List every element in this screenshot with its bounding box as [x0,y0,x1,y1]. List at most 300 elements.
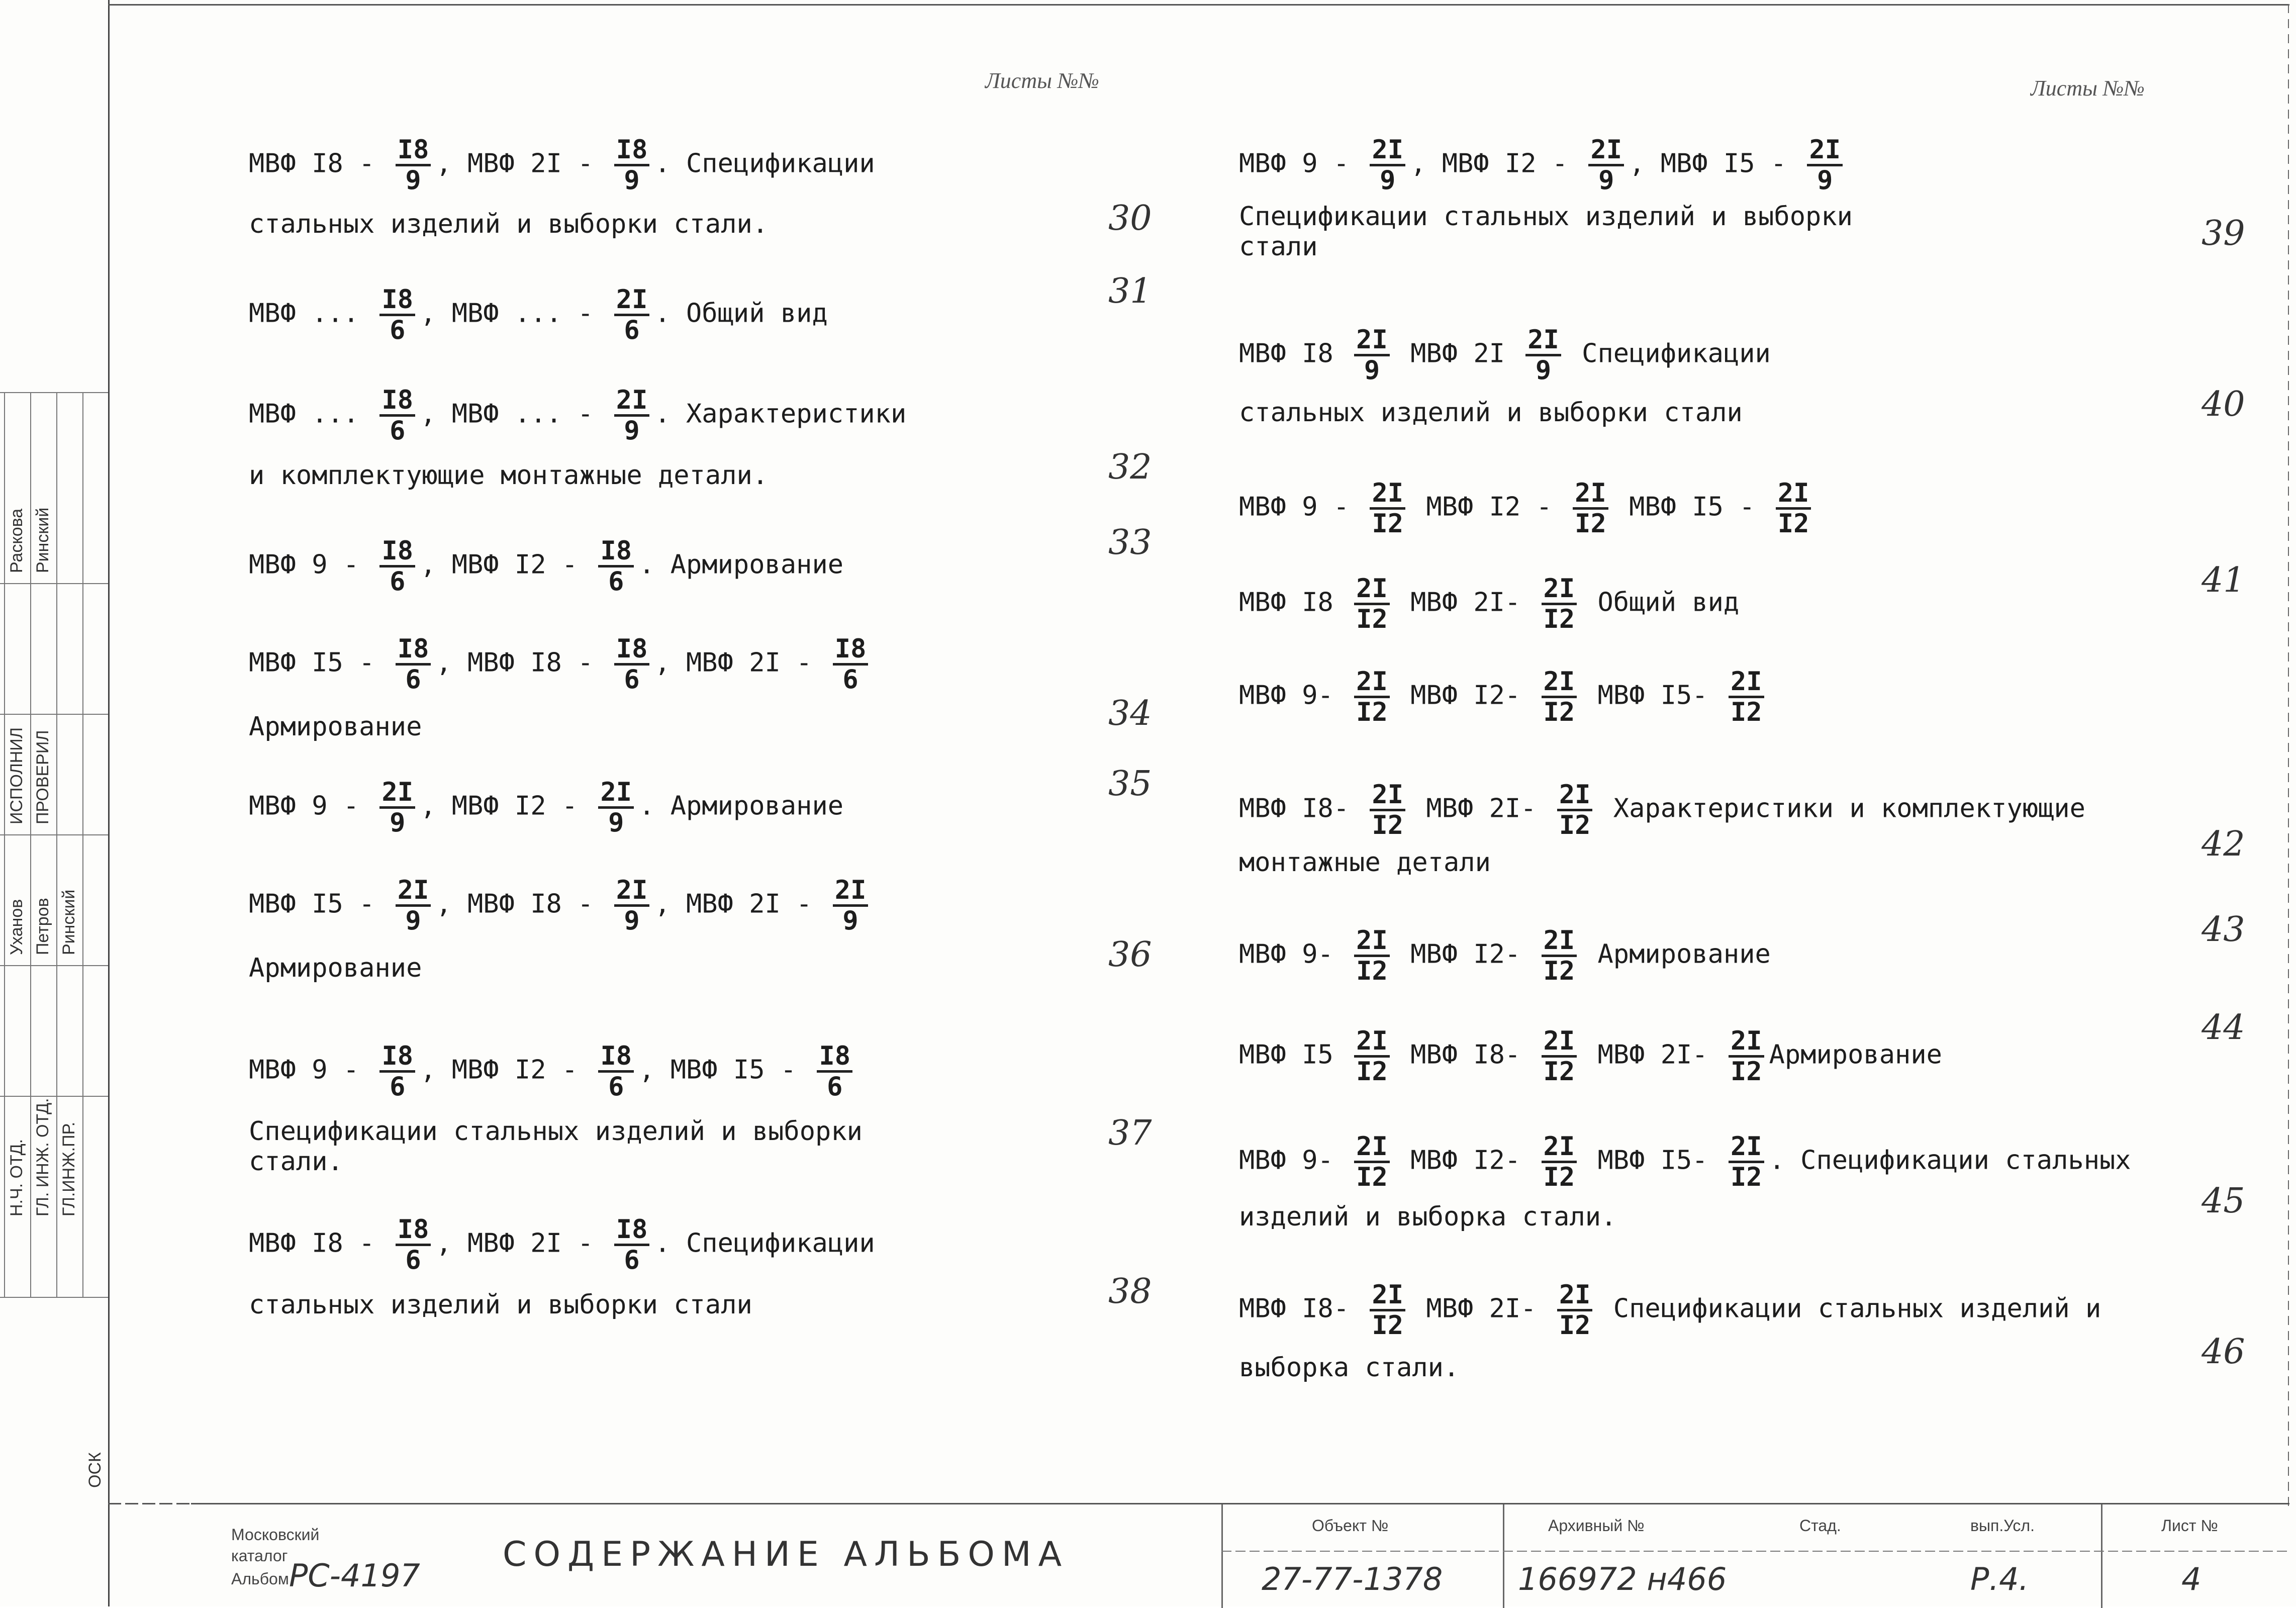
right-entry [1239,400,1743,426]
fraction-denominator: I2 [1372,509,1404,539]
fraction-numerator: I8 [379,387,415,417]
sheet-number-ref: 30 [1108,199,1152,238]
stamp-divider [1503,1504,1504,1608]
entry-text: Спецификации [1566,338,1771,369]
fraction-numerator: 2I [1354,576,1390,605]
fraction-denominator: I2 [1356,1057,1388,1087]
archive-number: 166972 н466 [1518,1561,1727,1597]
fraction-numerator: 2I [1588,137,1624,166]
entry-text: . Спецификации [654,148,875,179]
fraction-denominator: I2 [1730,1162,1762,1192]
entry-text: МВФ 2I- [1410,793,1552,824]
fraction-numerator: 2I [1542,1028,1577,1058]
fraction-numerator: 2I [1729,1028,1764,1058]
sheet-number-ref: 34 [1108,694,1152,733]
entry-text: МВФ I2- [1394,1145,1537,1176]
fraction-denominator: 9 [624,416,640,446]
left-entry [249,1149,343,1175]
entry-text: стальных изделий и выборки стали [249,1290,752,1320]
sheet-number-ref: 41 [2202,560,2245,600]
strip-name: Ринский [59,889,78,955]
right-entry [1239,327,1771,384]
fraction-mark [1354,1133,1390,1190]
catalog-label: Московский [231,1526,320,1544]
fraction-denominator: I2 [1356,604,1388,634]
left-entry [249,779,843,836]
strip-role: ГЛ.ИНЖ.ПР. [59,1121,78,1216]
fraction-denominator: 9 [1598,165,1614,196]
object-number: 27-77-1378 [1262,1561,1443,1597]
stamp-divider [2101,1504,2102,1608]
fraction-numerator: I8 [614,137,650,166]
fraction-denominator: I2 [1372,1310,1404,1341]
left-entry [249,714,422,740]
strip-col [82,392,111,1297]
archive-label: Архивный № [1548,1517,1645,1535]
fraction-denominator: I2 [1559,1310,1591,1341]
sheet-number-ref: 36 [1108,935,1152,975]
entry-text: . Армирование [639,549,844,580]
fraction-numerator: 2I [1542,669,1577,698]
fraction-mark [1542,1133,1577,1190]
fraction-mark [1370,480,1405,537]
entry-text: МВФ I5 - [1613,492,1771,522]
strip-divider [0,1096,108,1097]
fraction-numerator: 2I [1557,782,1593,811]
fraction-denominator: 6 [842,665,858,695]
fraction-numerator: 2I [1354,327,1390,356]
sheet-number-ref: 32 [1108,447,1152,487]
fraction-mark [396,137,431,194]
entry-text: МВФ I8 - [249,1228,391,1259]
entry-text: . Характеристики [654,399,907,429]
fraction-mark [1807,137,1843,194]
entry-text: МВФ 9 - [249,549,375,580]
entry-text: МВФ 9 - [1239,492,1365,522]
entry-text: стали [1239,232,1318,262]
left-entry [249,462,768,489]
entry-text: МВФ I8 - [249,148,391,179]
strip-divider [0,392,108,393]
entry-text: МВФ ... [249,298,375,329]
right-entry [1239,137,1848,194]
right-entry [1239,1204,1616,1230]
fraction-mark [1729,669,1764,725]
left-entry [249,955,422,981]
fraction-numerator: I8 [598,538,634,567]
sheet-number: 4 [2181,1561,2202,1597]
entry-text: , МВФ 2I - [654,889,828,919]
fraction-mark [1542,1028,1577,1085]
entry-text: Армирование [249,953,422,983]
fraction-mark [396,636,431,693]
sheet-number-ref: 31 [1108,271,1152,311]
fraction-denominator: 9 [405,906,421,936]
fraction-numerator: 2I [396,877,431,907]
fraction-numerator: 2I [1557,1282,1593,1311]
fraction-mark [1525,327,1561,384]
entry-text: , МВФ I8 - [436,647,609,678]
entry-text: МВФ I8- [1394,1039,1537,1070]
fraction-mark [817,1043,852,1100]
fraction-numerator: 2I [1729,1133,1764,1163]
fraction-mark [379,1043,415,1100]
fraction-numerator: 2I [1370,137,1405,166]
fraction-numerator: 2I [614,387,650,417]
entry-text: МВФ 9 - [1239,148,1365,179]
sheet-number-ref: 40 [2202,385,2245,424]
entry-text: МВФ I2- [1394,680,1537,711]
right-entry [1239,1355,1459,1381]
entry-text: , МВФ ... - [420,399,609,429]
catalog-label: каталог [231,1547,288,1565]
fraction-mark [598,1043,634,1100]
fraction-numerator: 2I [1542,576,1577,605]
fraction-denominator: I2 [1777,509,1809,539]
strip-role: ИСПОЛНИЛ [7,727,26,824]
fraction-mark [1354,1028,1390,1085]
fraction-mark [833,636,869,693]
entry-text: МВФ 9- [1239,680,1350,711]
entry-text: , МВФ 2I - [436,1228,609,1259]
entry-text: МВФ 2I- [1410,1293,1552,1324]
entry-text: МВФ I8 [1239,338,1350,369]
fraction-mark [1776,480,1811,537]
sheet-number-ref: 45 [2202,1181,2245,1221]
fraction-numerator: I8 [379,538,415,567]
fraction-mark [1354,576,1390,632]
fraction-mark [379,387,415,444]
fraction-denominator: I2 [1730,697,1762,727]
sheet-number-ref: 38 [1108,1272,1152,1311]
entry-text: и комплектующие монтажные детали. [249,460,769,491]
strip-name: Уханов [7,899,26,955]
fraction-mark [1370,782,1405,838]
right-column-header: Листы №№ [2031,76,2145,101]
fraction-mark [614,636,650,693]
stage-label: Стад. [1799,1517,1841,1535]
entry-text: , МВФ ... - [420,298,609,329]
fraction-numerator: I8 [396,137,431,166]
fraction-denominator: I2 [1543,1162,1575,1192]
fraction-numerator: 2I [1370,1282,1405,1311]
fraction-denominator: 6 [405,665,421,695]
entry-text: . Общий вид [654,298,828,329]
left-entry [249,137,875,194]
right-entry [1239,927,1771,984]
entry-text: изделий и выборка стали. [1239,1202,1617,1232]
fraction-mark [1354,669,1390,725]
entry-text: . Армирование [639,791,844,821]
entry-text: стальных изделий и выборки стали [1239,398,1743,428]
left-entry [249,1043,857,1100]
fraction-denominator: I2 [1356,956,1388,986]
entry-text: МВФ I5- [1582,680,1724,711]
frame-top [108,4,2289,6]
sheet-number-ref: 37 [1108,1113,1152,1153]
fraction-denominator: 9 [1817,165,1833,196]
fraction-denominator: I2 [1730,1057,1762,1087]
strip-divider [0,1297,108,1298]
fraction-numerator: 2I [1354,1028,1390,1058]
fraction-mark [1729,1133,1764,1190]
album-title: СОДЕРЖАНИЕ АЛЬБОМА [503,1535,1069,1574]
fraction-denominator: 6 [608,566,624,597]
left-entry [249,211,768,237]
strip-role: Н.Ч. ОТД. [7,1139,26,1216]
stamp-row-line [1221,1551,2287,1552]
fraction-denominator: I2 [1372,810,1404,840]
fraction-mark [598,779,634,836]
fraction-mark [1557,1282,1593,1339]
entry-text: МВФ I8- [1239,1293,1365,1324]
fraction-numerator: 2I [833,877,869,907]
entry-text: МВФ 2I- [1582,1039,1724,1070]
sheet-number-ref: 44 [2202,1008,2245,1048]
fraction-mark [614,1216,650,1273]
fraction-numerator: I8 [598,1043,634,1073]
fraction-numerator: 2I [1542,1133,1577,1163]
strip-divider [0,714,108,715]
title-block [191,1503,2288,1608]
fraction-numerator: I8 [614,636,650,666]
fraction-numerator: I8 [817,1043,852,1073]
strip-osk: ОСК [85,1452,105,1488]
fraction-mark [1354,927,1390,984]
entry-text: МВФ I5 [1239,1039,1350,1070]
fraction-denominator: 6 [624,665,640,695]
fraction-mark [1557,782,1593,838]
fraction-mark [1573,480,1608,537]
fraction-numerator: 2I [614,287,650,316]
album-number: РС-4197 [289,1557,420,1594]
left-entry [249,538,843,595]
frame-right [2288,4,2289,1512]
entry-text: МВФ 2I [1394,338,1521,369]
fraction-mark [1588,137,1624,194]
entry-text: МВФ I2 - [1410,492,1568,522]
right-entry [1239,480,1816,537]
album-label: Альбом [231,1570,289,1588]
right-entry [1239,669,1769,725]
fraction-denominator: 6 [390,315,406,345]
entry-text: Армирование [1769,1039,1942,1070]
fraction-numerator: 2I [1354,1133,1390,1163]
left-entry [249,1216,875,1273]
frame-left [108,0,110,1606]
fraction-denominator: I2 [1543,604,1575,634]
right-entry [1239,849,1491,876]
entry-text: монтажные детали [1239,847,1491,878]
entry-text: стальных изделий и выборки стали. [249,209,769,239]
fraction-mark [614,877,650,934]
sheet-number-ref: 46 [2202,1332,2245,1372]
fraction-mark [379,538,415,595]
fraction-denominator: I2 [1543,956,1575,986]
fraction-mark [833,877,869,934]
entry-text: МВФ 9- [1239,939,1350,970]
fraction-mark [1370,1282,1405,1339]
fraction-denominator: 9 [842,906,858,936]
fraction-numerator: 2I [614,877,650,907]
object-label: Объект № [1312,1517,1389,1535]
entry-text: Спецификации стальных изделий и выборки [249,1116,863,1147]
fraction-denominator: 6 [405,1245,421,1275]
fraction-denominator: 9 [1364,355,1380,386]
entry-text: МВФ I8 [1239,587,1350,618]
left-entry [249,387,906,444]
entry-text: Спецификации стальных изделий и [1597,1293,2101,1324]
fraction-denominator: 6 [827,1072,843,1102]
fraction-denominator: 6 [390,566,406,597]
fraction-numerator: I8 [379,287,415,316]
strip-role: ПРОВЕРИЛ [33,730,52,824]
entry-text: , МВФ 2I - [654,647,828,678]
entry-text: МВФ I2- [1394,939,1537,970]
fraction-denominator: 9 [1535,355,1552,386]
fraction-mark [396,1216,431,1273]
entry-text: МВФ I8- [1239,793,1365,824]
left-entry [249,287,828,343]
fraction-numerator: 2I [1354,927,1390,957]
fraction-numerator: I8 [396,1216,431,1246]
fraction-mark [598,538,634,595]
fraction-denominator: 6 [608,1072,624,1102]
left-column-header: Листы №№ [985,68,1099,93]
fraction-denominator: 6 [390,416,406,446]
entry-text: , МВФ I2 - [420,549,594,580]
entry-text: Армирование [249,712,422,742]
entry-text: МВФ 9 - [249,791,375,821]
fraction-numerator: I8 [614,1216,650,1246]
issue-label: вып.Усл. [1970,1517,2035,1535]
sheet-number-ref: 39 [2202,214,2245,253]
entry-text: стали. [249,1147,343,1177]
fraction-numerator: 2I [1807,137,1843,166]
fraction-mark [614,387,650,444]
fraction-denominator: I2 [1356,1162,1388,1192]
entry-text: , МВФ I2 - [420,1055,594,1085]
fraction-denominator: I2 [1575,509,1606,539]
entry-text: Характеристики и комплектующие [1597,793,2085,824]
sheet-number-ref: 33 [1108,523,1152,562]
entry-text: МВФ I5- [1582,1145,1724,1176]
fraction-denominator: 6 [624,1245,640,1275]
fraction-numerator: I8 [396,636,431,666]
strip-name: Петров [33,898,52,955]
entry-text: , МВФ I8 - [436,889,609,919]
fraction-numerator: 2I [1729,669,1764,698]
sheet-number-ref: 35 [1108,764,1152,804]
entry-text: МВФ I5 - [249,647,391,678]
entry-text: Общий вид [1582,587,1740,618]
stamp-divider [1221,1504,1223,1608]
fraction-denominator: 9 [1380,165,1396,196]
entry-text: . Спецификации стальных [1769,1145,2131,1176]
fraction-mark [614,137,650,194]
fraction-numerator: I8 [833,636,869,666]
fraction-denominator: I2 [1543,1057,1575,1087]
entry-text: выборка стали. [1239,1353,1460,1383]
fraction-mark [1370,137,1405,194]
fraction-denominator: 9 [405,165,421,196]
right-entry [1239,1282,2101,1339]
left-entry [249,636,873,693]
fraction-denominator: 6 [624,315,640,345]
strip-name: Ринский [33,507,52,573]
fraction-numerator: 2I [1542,927,1577,957]
right-entry [1239,204,1853,230]
strip-divider [0,583,108,584]
entry-text: МВФ ... [249,399,375,429]
fraction-numerator: 2I [598,779,634,809]
fraction-numerator: 2I [1370,480,1405,510]
fraction-mark [1354,327,1390,384]
fraction-mark [1542,576,1577,632]
fraction-numerator: 2I [1776,480,1811,510]
entry-text: Армирование [1582,939,1771,970]
entry-text: , МВФ I2 - [420,791,594,821]
fraction-denominator: I2 [1559,810,1591,840]
fraction-mark [1729,1028,1764,1085]
entry-text: . Спецификации [654,1228,875,1259]
fraction-numerator: 2I [1573,480,1608,510]
fraction-mark [1542,669,1577,725]
entry-text: , МВФ I5 - [639,1055,812,1085]
entry-text: МВФ 9 - [249,1055,375,1085]
fraction-mark [379,779,415,836]
fraction-denominator: I2 [1356,697,1388,727]
entry-text: МВФ 2I- [1394,587,1537,618]
sheet-label: Лист № [2161,1517,2218,1535]
fraction-numerator: 2I [1525,327,1561,356]
strip-role: ГЛ. ИНЖ. ОТД. [33,1098,52,1216]
fraction-denominator: 9 [624,165,640,196]
fraction-mark [1542,927,1577,984]
entry-text: , МВФ I2 - [1410,148,1584,179]
sheet-number-ref: 42 [2202,824,2245,864]
right-entry [1239,1028,1942,1085]
sheet-number-ref: 43 [2202,910,2245,950]
strip-divider [0,834,108,835]
left-entry [249,1118,863,1145]
entry-text: , МВФ 2I - [436,148,609,179]
right-entry [1239,576,1739,632]
fraction-denominator: 6 [390,1072,406,1102]
fraction-mark [379,287,415,343]
fraction-denominator: 9 [624,906,640,936]
fraction-denominator: I2 [1543,697,1575,727]
fraction-mark [614,287,650,343]
entry-text: Спецификации стальных изделий и выборки [1239,202,1853,232]
left-entry [249,1292,752,1318]
right-entry [1239,234,1318,260]
fraction-numerator: 2I [1370,782,1405,811]
fraction-numerator: 2I [379,779,415,809]
entry-text: МВФ 9- [1239,1145,1350,1176]
approval-strip [0,0,108,1606]
entry-text: , МВФ I5 - [1629,148,1802,179]
fraction-numerator: 2I [1354,669,1390,698]
issue-value: Р.4. [1970,1561,2029,1597]
left-entry [249,877,873,934]
strip-name: Раскова [7,508,26,573]
right-entry [1239,782,2085,838]
fraction-numerator: I8 [379,1043,415,1073]
fraction-denominator: 9 [390,808,406,838]
strip-divider [0,965,108,966]
right-entry [1239,1133,2131,1190]
